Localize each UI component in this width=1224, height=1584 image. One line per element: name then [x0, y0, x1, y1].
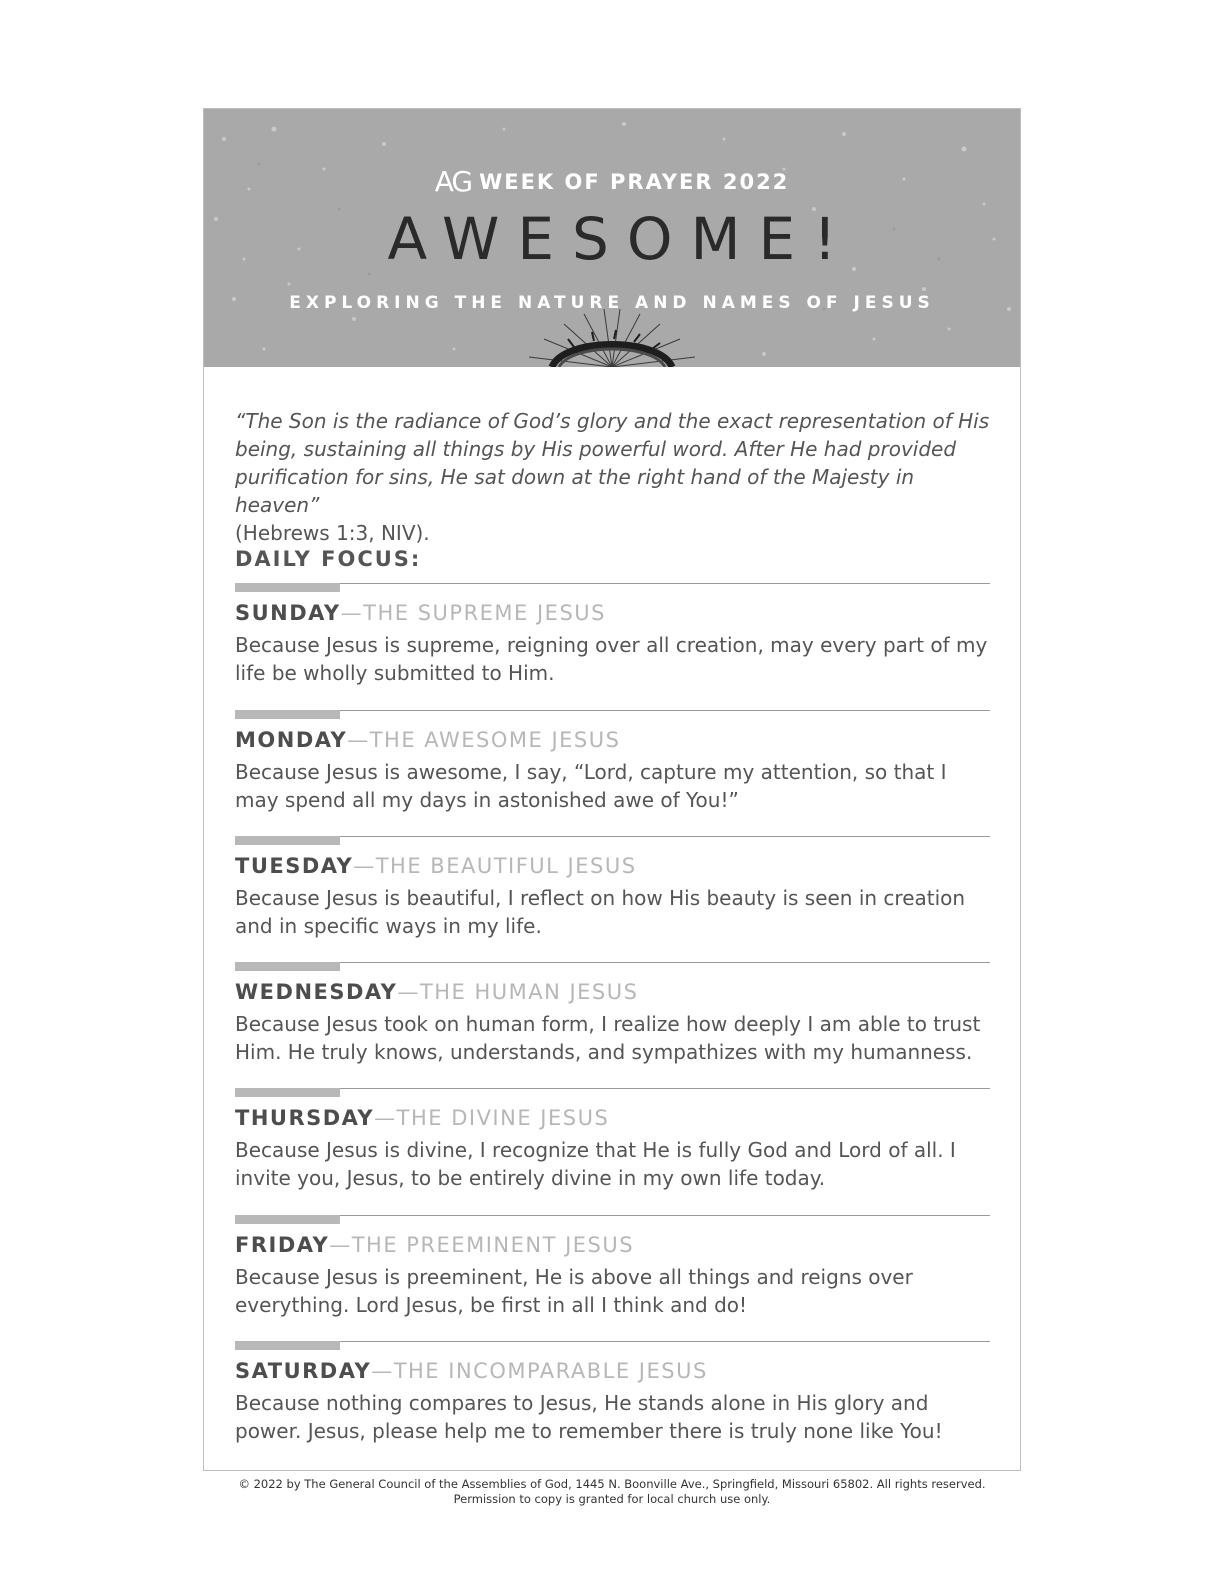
- divider-tab: [235, 583, 340, 592]
- day-dash: —: [397, 980, 420, 1004]
- day-subtitle: THE INCOMPARABLE JESUS: [393, 1359, 708, 1383]
- day-monday: [235, 710, 990, 820]
- day-name: THURSDAY: [235, 1106, 375, 1130]
- day-subtitle: THE DIVINE JESUS: [396, 1106, 610, 1130]
- day-wednesday: [235, 962, 990, 1072]
- ag-logo: AG: [434, 165, 472, 198]
- day-text: Because Jesus is awesome, I say, “Lord, capture my attention, so that I may spend all my days in astonished awe of You!”: [235, 760, 947, 812]
- divider-tab: [235, 1215, 340, 1224]
- day-friday: [235, 1215, 990, 1325]
- divider-tab: [235, 1341, 340, 1350]
- week-of-prayer-label: WEEK OF PRAYER 2022: [479, 170, 790, 194]
- day-title: [235, 1106, 609, 1130]
- day-text: Because Jesus is divine, I recognize that He is fully God and Lord of all. I invite you, Jesus, to be entirely divine in my own life today.: [235, 1138, 956, 1190]
- day-dash: —: [340, 601, 364, 625]
- day-text: Because Jesus is supreme, reigning over all creation, may every part of my life be wholly submitted to Him.: [235, 633, 988, 685]
- day-text: Because Jesus took on human form, I realize how deeply I am able to trust Him. He truly knows, understands, and sympathizes with my humanness.: [235, 1012, 981, 1064]
- day-dash: —: [329, 1233, 352, 1257]
- day-saturday: [235, 1341, 990, 1451]
- header-banner: [204, 109, 1020, 367]
- day-name: MONDAY: [235, 728, 348, 752]
- day-title: [235, 1233, 634, 1257]
- day-tuesday: [235, 836, 990, 946]
- divider-tab: [235, 836, 340, 845]
- day-dash: —: [371, 1359, 394, 1383]
- scripture-text: “The Son is the radiance of God’s glory and the exact representation of His being, sustaining all things by His powerful word. After He had provided purification for sins, He sat down at the right hand of the Majesty in heaven”: [235, 409, 990, 517]
- daily-focus-heading: DAILY FOCUS:: [235, 547, 422, 571]
- day-subtitle: THE PREEMINENT JESUS: [351, 1233, 635, 1257]
- scripture-reference: (Hebrews 1:3, NIV).: [235, 521, 430, 545]
- divider: [235, 1215, 990, 1216]
- day-text: Because Jesus is beautiful, I reflect on how His beauty is seen in creation and in specific ways in my life.: [235, 886, 966, 938]
- main-title: AWESOME!: [387, 205, 855, 273]
- banner-subtitle: EXPLORING THE NATURE AND NAMES OF JESUS: [289, 293, 935, 313]
- day-title: [235, 980, 638, 1004]
- scripture-quote: [235, 407, 995, 547]
- divider: [235, 1088, 990, 1089]
- day-title: [235, 601, 606, 625]
- day-name: WEDNESDAY: [235, 980, 398, 1004]
- day-thursday: [235, 1088, 990, 1198]
- day-dash: —: [374, 1106, 397, 1130]
- prayer-card: [203, 108, 1021, 1471]
- day-name: FRIDAY: [235, 1233, 330, 1257]
- copyright-line: © 2022 by The General Council of the Assemblies of God, 1445 N. Boonville Ave., Springfield, Missouri 65802. All rights reserved.: [238, 1477, 986, 1491]
- divider: [235, 1341, 990, 1342]
- day-name: SATURDAY: [235, 1359, 372, 1383]
- divider-tab: [235, 1088, 340, 1097]
- brand-line: [204, 165, 1020, 198]
- day-subtitle: THE BEAUTIFUL JESUS: [375, 854, 637, 878]
- day-name: SUNDAY: [235, 601, 341, 625]
- day-subtitle: THE HUMAN JESUS: [419, 980, 639, 1004]
- permission-line: Permission to copy is granted for local church use only.: [453, 1492, 771, 1506]
- day-subtitle: THE SUPREME JESUS: [363, 601, 606, 625]
- day-sunday: [235, 583, 990, 693]
- divider: [235, 836, 990, 837]
- day-title: [235, 854, 637, 878]
- divider-tab: [235, 962, 340, 971]
- day-name: TUESDAY: [235, 854, 354, 878]
- day-dash: —: [347, 728, 370, 752]
- day-title: [235, 1359, 708, 1383]
- crown-of-thorns-icon: [504, 309, 720, 367]
- day-subtitle: THE AWESOME JESUS: [369, 728, 621, 752]
- divider: [235, 962, 990, 963]
- copyright-footer: [0, 1477, 1224, 1507]
- day-dash: —: [353, 854, 376, 878]
- day-text: Because Jesus is preeminent, He is above all things and reigns over everything. Lord Jesus, be first in all I think and do!: [235, 1265, 913, 1317]
- day-text: Because nothing compares to Jesus, He stands alone in His glory and power. Jesus, please help me to remember there is truly none like You!: [235, 1391, 943, 1443]
- day-title: [235, 728, 620, 752]
- divider: [235, 710, 990, 711]
- divider-tab: [235, 710, 340, 719]
- divider: [235, 583, 990, 584]
